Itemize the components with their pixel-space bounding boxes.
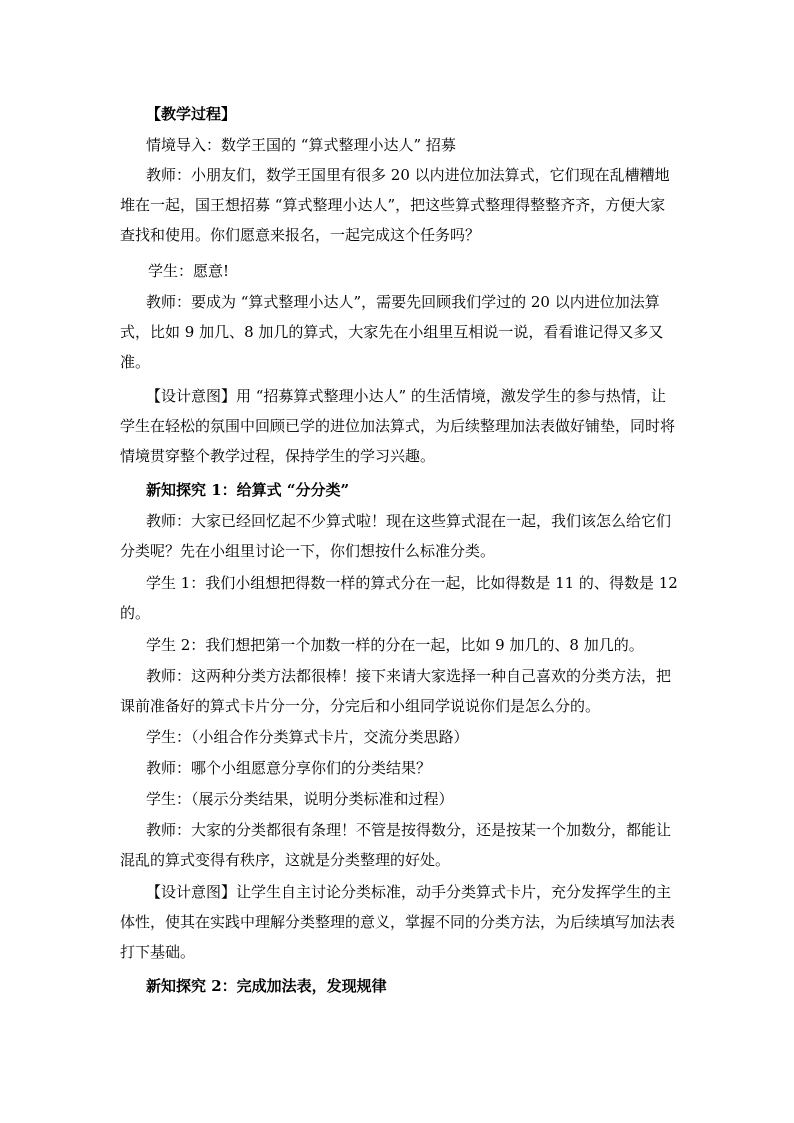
paragraph-student-1: 学生 1：我们小组想把得数一样的算式分在一起，比如得数是 11 的、得数是 12 的。 [120, 574, 678, 622]
paragraph-teacher-share: 教师：哪个小组愿意分享你们的分类结果？ [146, 759, 432, 777]
paragraph-student-reply: 学生：愿意! [148, 262, 230, 280]
paragraph-teacher-intro: 教师：小朋友们，数学王国里有很多 20 以内进位加法算式，它们现在乱槽糟地堆在一起，国王想招募 “算式整理小达人”，把这些算式整理得整整齐齐，方便大家查找和使用。你们愿意来报名，一起完成这个任务吗？ [120, 166, 670, 244]
design-intent-2: 【设计意图】让学生自主讨论分类标准，动手分类算式卡片，充分发挥学生的主体性，使其在实践中理解分类整理的意义，掌握不同的分类方法，为后续填写加法表打下基础。 [120, 883, 676, 961]
paragraph-teacher-classify: 教师：大家已经回忆起不少算式啦！现在这些算式混在一起，我们该怎么给它们分类呢？先在小组里讨论一下，你们想按什么标准分类。 [120, 512, 672, 560]
paragraph-teacher-praise: 教师：这两种分类方法都很棒！接下来请大家选择一种自己喜欢的分类方法，把课前准备好的算式卡片分一分，分完后和小组同学说说你们是怎么分的。 [120, 667, 672, 715]
paragraph-teacher-summary: 教师：大家的分类都很有条理！不管是按得数分，还是按某一个加数分，都能让混乱的算式变得有秩序，这就是分类整理的好处。 [120, 821, 672, 869]
intro-heading: 情境导入：数学王国的 “算式整理小达人” 招募 [146, 136, 456, 154]
design-intent-1: 【设计意图】用 “招募算式整理小达人” 的生活情境，激发学生的参与热情，让学生在轻松的氛围中回顾已学的进位加法算式，为后续整理加法表做好铺垫，同时将情境贯穿整个教学过程，保持学生的学习兴趣。 [120, 387, 676, 465]
section-heading-1: 新知探究 1：给算式 “分分类” [146, 481, 350, 499]
section-heading-2: 新知探究 2：完成加法表，发现规律 [146, 977, 387, 995]
paragraph-student-share: 学生：（展示分类结果，说明分类标准和过程） [146, 790, 454, 808]
section-title: 【教学过程】 [146, 105, 237, 123]
paragraph-teacher-review: 教师：要成为 “算式整理小达人”，需要先回顾我们学过的 20 以内进位加法算式，比如 9 加几、8 加几的算式，大家先在小组里互相说一说，看看谁记得又多又准。 [120, 293, 664, 371]
paragraph-student-cards: 学生：（小组合作分类算式卡片，交流分类思路） [146, 728, 469, 746]
paragraph-student-2: 学生 2：我们想把第一个加数一样的分在一起，比如 9 加几的、8 加几的。 [146, 636, 644, 654]
